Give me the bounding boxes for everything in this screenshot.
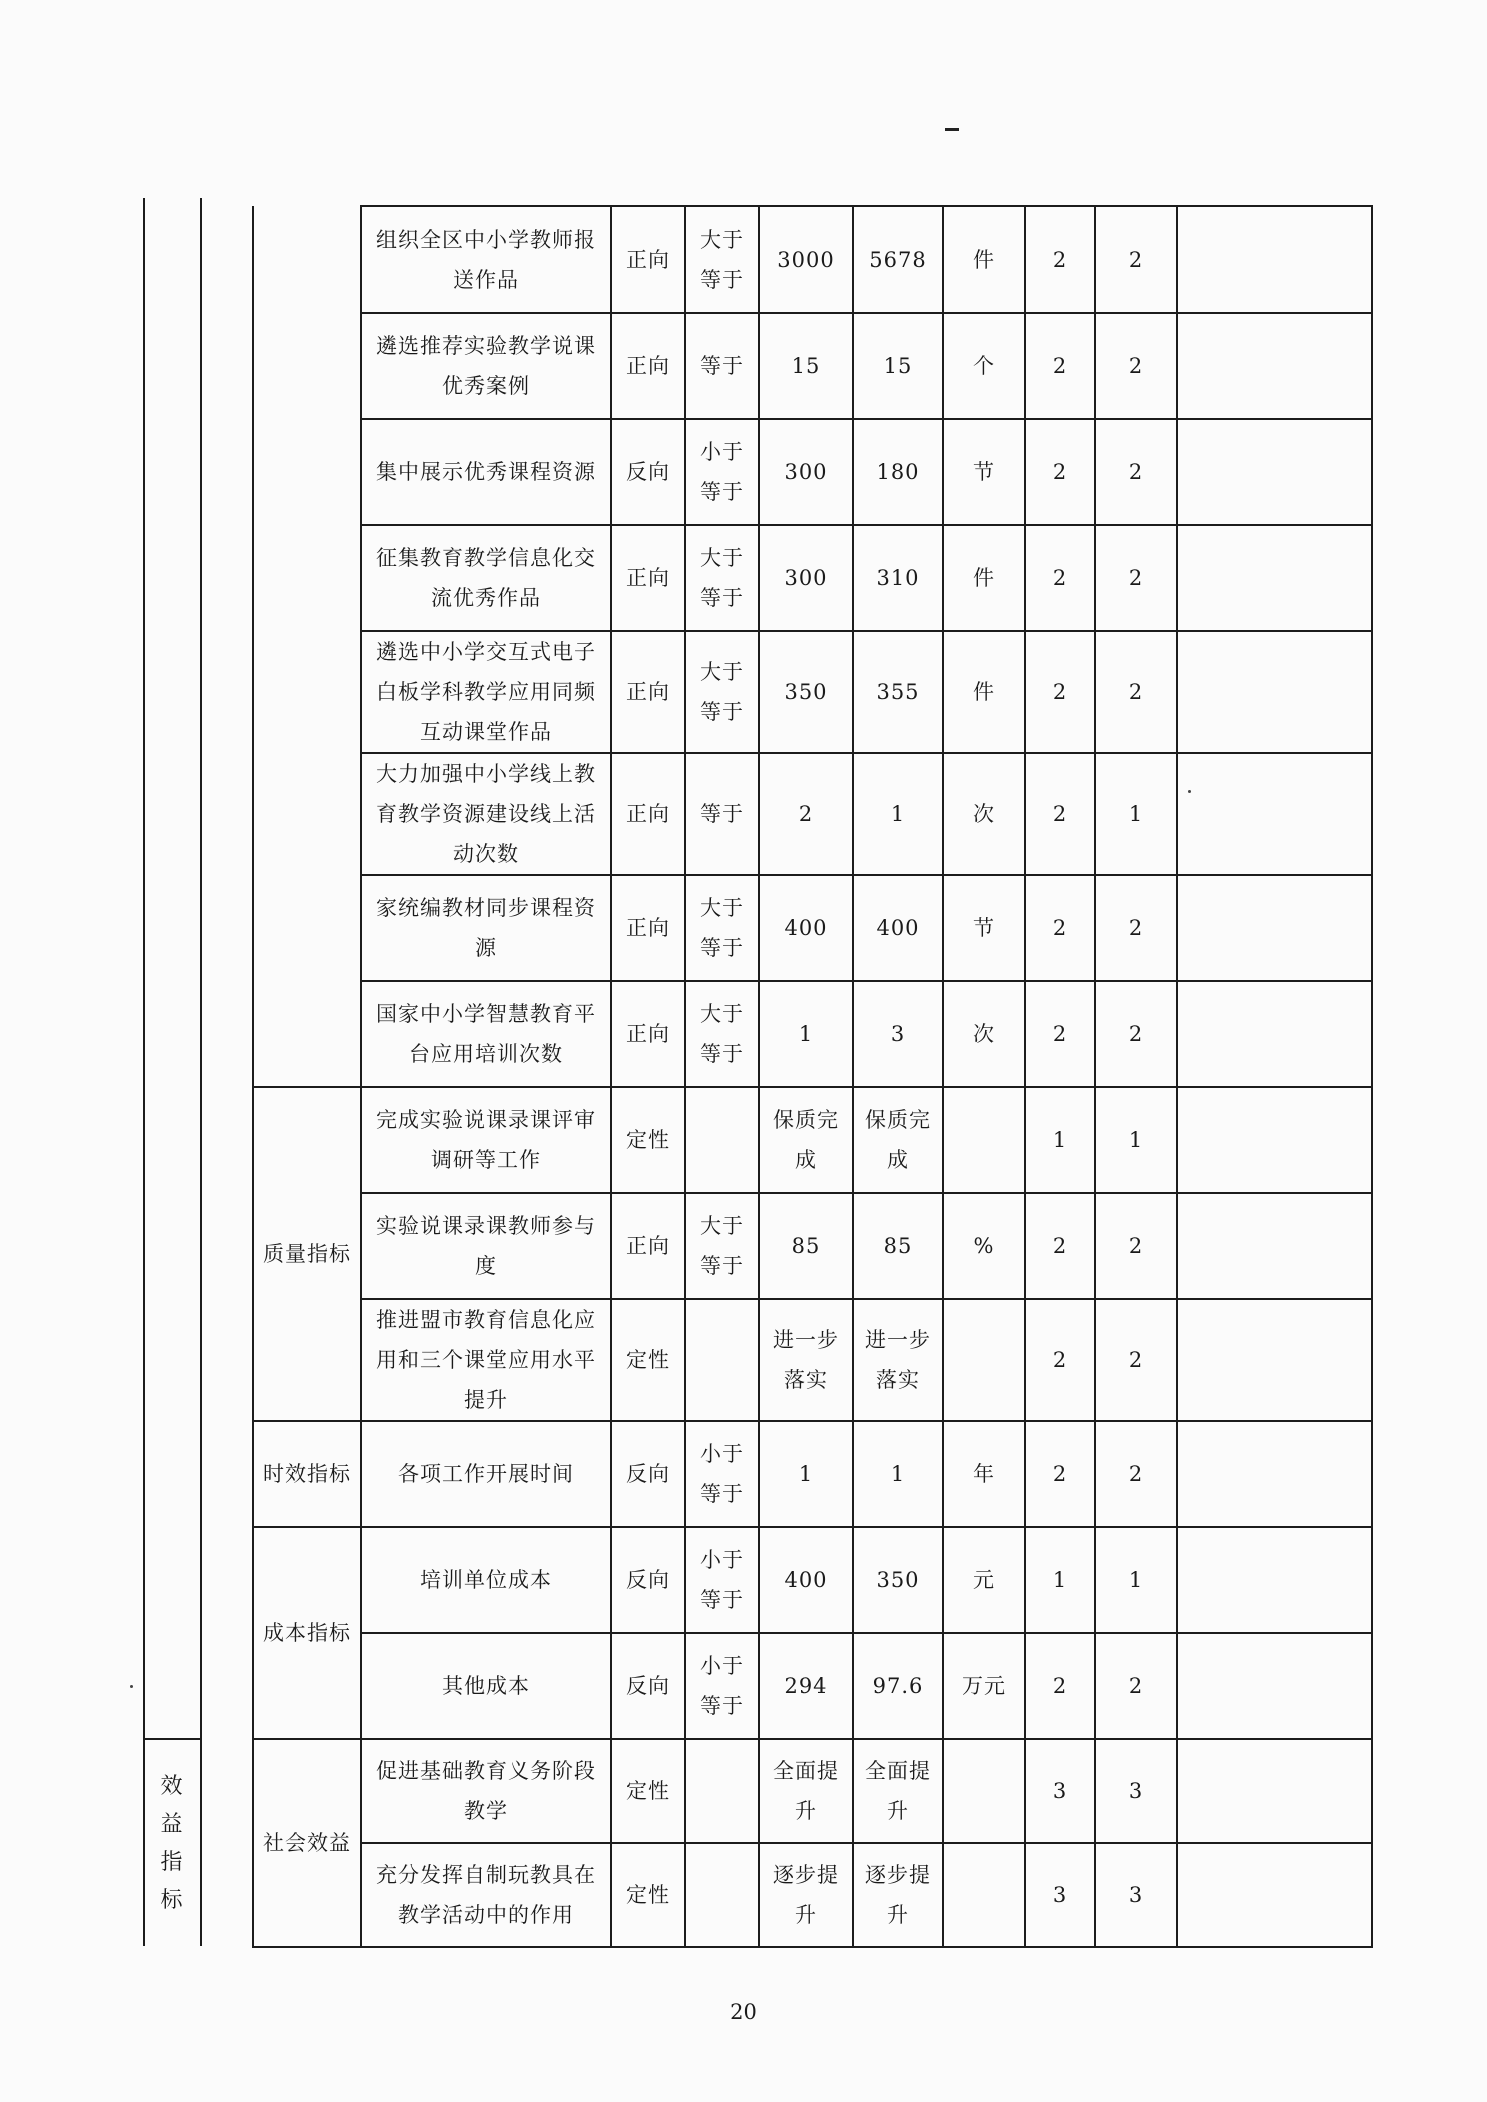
indicator-actual: 310 (853, 525, 943, 631)
indicator-target: 300 (759, 525, 853, 631)
first-level-column-rule (200, 198, 202, 1946)
indicator-target: 85 (759, 1193, 853, 1299)
indicator-name: 遴选推荐实验教学说课优秀案例 (361, 313, 611, 419)
indicator-compare: 大于等于 (685, 1193, 759, 1299)
indicator-score: 3 (1095, 1739, 1177, 1843)
indicator-name: 各项工作开展时间 (361, 1421, 611, 1527)
indicator-remark (1177, 1299, 1372, 1421)
indicator-direction: 反向 (611, 1421, 685, 1527)
indicator-score: 2 (1095, 1633, 1177, 1739)
quantity-category-cell (253, 206, 361, 1087)
indicator-weight: 1 (1025, 1527, 1095, 1633)
indicator-direction: 正向 (611, 631, 685, 753)
indicator-actual: 5678 (853, 206, 943, 313)
indicator-score: 1 (1095, 753, 1177, 875)
indicator-remark (1177, 981, 1372, 1087)
table-row (253, 1299, 1372, 1421)
indicator-target: 进一步落实 (759, 1299, 853, 1421)
table-row (253, 1421, 1372, 1527)
indicator-actual: 1 (853, 1421, 943, 1527)
indicator-target: 1 (759, 1421, 853, 1527)
indicator-target: 400 (759, 875, 853, 981)
indicator-remark (1177, 1421, 1372, 1527)
cost-category-cell: 成本指标 (253, 1527, 361, 1739)
indicator-direction: 定性 (611, 1087, 685, 1193)
indicator-remark (1177, 419, 1372, 525)
indicator-compare (685, 1843, 759, 1947)
indicator-actual: 全面提升 (853, 1739, 943, 1843)
quality-category-cell: 质量指标 (253, 1087, 361, 1421)
indicator-compare: 大于等于 (685, 631, 759, 753)
indicator-score: 2 (1095, 1193, 1177, 1299)
table-row (253, 1087, 1372, 1193)
indicator-name: 其他成本 (361, 1633, 611, 1739)
scan-speck (130, 1685, 133, 1688)
indicator-name: 国家中小学智慧教育平台应用培训次数 (361, 981, 611, 1087)
table-row (253, 525, 1372, 631)
timeliness-category-cell: 时效指标 (253, 1421, 361, 1527)
indicator-remark (1177, 875, 1372, 981)
indicator-unit (943, 1299, 1025, 1421)
page-number: 20 (730, 2000, 757, 2024)
indicator-unit: 节 (943, 875, 1025, 981)
indicator-direction: 定性 (611, 1843, 685, 1947)
indicator-remark (1177, 1633, 1372, 1739)
table-row (253, 875, 1372, 981)
indicator-target: 逐步提升 (759, 1843, 853, 1947)
indicator-direction: 反向 (611, 1633, 685, 1739)
table-row (253, 1193, 1372, 1299)
indicator-target: 294 (759, 1633, 853, 1739)
indicator-target: 15 (759, 313, 853, 419)
indicator-weight: 1 (1025, 1087, 1095, 1193)
indicator-remark (1177, 753, 1372, 875)
indicator-compare: 大于等于 (685, 206, 759, 313)
indicator-weight: 2 (1025, 1193, 1095, 1299)
indicator-remark (1177, 313, 1372, 419)
indicator-actual: 400 (853, 875, 943, 981)
indicator-remark (1177, 1193, 1372, 1299)
indicator-name: 完成实验说课录课评审调研等工作 (361, 1087, 611, 1193)
indicator-name: 培训单位成本 (361, 1527, 611, 1633)
indicator-actual: 350 (853, 1527, 943, 1633)
indicator-weight: 3 (1025, 1739, 1095, 1843)
indicator-actual: 3 (853, 981, 943, 1087)
indicator-unit: 次 (943, 753, 1025, 875)
indicator-direction: 正向 (611, 981, 685, 1087)
indicator-score: 2 (1095, 981, 1177, 1087)
indicator-compare: 等于 (685, 313, 759, 419)
indicator-target: 350 (759, 631, 853, 753)
indicator-score: 2 (1095, 1299, 1177, 1421)
indicator-direction: 正向 (611, 525, 685, 631)
indicator-actual: 85 (853, 1193, 943, 1299)
indicator-unit: 个 (943, 313, 1025, 419)
indicator-compare: 小于等于 (685, 1633, 759, 1739)
indicator-name: 征集教育教学信息化交流优秀作品 (361, 525, 611, 631)
outer-column-rule (143, 198, 145, 1946)
indicator-score: 1 (1095, 1527, 1177, 1633)
indicator-unit: % (943, 1193, 1025, 1299)
indicator-score: 1 (1095, 1087, 1177, 1193)
indicator-weight: 2 (1025, 1421, 1095, 1527)
indicator-remark (1177, 1527, 1372, 1633)
indicator-score: 2 (1095, 206, 1177, 313)
indicator-weight: 2 (1025, 1299, 1095, 1421)
table-row (253, 313, 1372, 419)
indicator-unit (943, 1739, 1025, 1843)
indicator-direction: 反向 (611, 1527, 685, 1633)
indicator-weight: 2 (1025, 753, 1095, 875)
indicator-direction: 反向 (611, 419, 685, 525)
indicator-compare: 大于等于 (685, 981, 759, 1087)
indicator-unit: 年 (943, 1421, 1025, 1527)
indicator-remark (1177, 631, 1372, 753)
table-row (253, 753, 1372, 875)
indicator-unit: 件 (943, 631, 1025, 753)
indicator-name: 促进基础教育义务阶段教学 (361, 1739, 611, 1843)
indicator-score: 2 (1095, 313, 1177, 419)
indicator-weight: 2 (1025, 313, 1095, 419)
indicator-actual: 1 (853, 753, 943, 875)
indicator-remark (1177, 206, 1372, 313)
performance-indicator-table (252, 205, 1373, 1948)
social-benefit-category-cell: 社会效益 (253, 1739, 361, 1947)
indicator-weight: 2 (1025, 1633, 1095, 1739)
indicator-unit: 件 (943, 206, 1025, 313)
indicator-target: 300 (759, 419, 853, 525)
indicator-score: 2 (1095, 525, 1177, 631)
indicator-compare (685, 1739, 759, 1843)
benefit-category-label: 效益指标 (160, 1774, 183, 1913)
indicator-weight: 2 (1025, 631, 1095, 753)
table-row (253, 419, 1372, 525)
table-row (253, 1843, 1372, 1947)
table-row (253, 206, 1372, 313)
indicator-weight: 3 (1025, 1843, 1095, 1947)
indicator-name: 大力加强中小学线上教育教学资源建设线上活动次数 (361, 753, 611, 875)
indicator-unit: 次 (943, 981, 1025, 1087)
indicator-target: 全面提升 (759, 1739, 853, 1843)
indicator-score: 2 (1095, 1421, 1177, 1527)
indicator-weight: 2 (1025, 206, 1095, 313)
indicator-target: 1 (759, 981, 853, 1087)
indicator-score: 3 (1095, 1843, 1177, 1947)
indicator-name: 家统编教材同步课程资源 (361, 875, 611, 981)
benefit-category-cell (143, 1738, 200, 1948)
table-row (253, 1739, 1372, 1843)
indicator-unit: 件 (943, 525, 1025, 631)
indicator-compare: 小于等于 (685, 1527, 759, 1633)
indicator-compare: 小于等于 (685, 1421, 759, 1527)
indicator-remark (1177, 525, 1372, 631)
indicator-direction: 正向 (611, 875, 685, 981)
indicator-unit: 元 (943, 1527, 1025, 1633)
indicator-compare: 小于等于 (685, 419, 759, 525)
indicator-name: 实验说课录课教师参与度 (361, 1193, 611, 1299)
indicator-compare (685, 1299, 759, 1421)
table-row (253, 631, 1372, 753)
indicator-weight: 2 (1025, 419, 1095, 525)
indicator-direction: 定性 (611, 1299, 685, 1421)
indicator-name: 组织全区中小学教师报送作品 (361, 206, 611, 313)
indicator-actual: 保质完成 (853, 1087, 943, 1193)
indicator-compare: 等于 (685, 753, 759, 875)
indicator-unit: 万元 (943, 1633, 1025, 1739)
indicator-compare: 大于等于 (685, 525, 759, 631)
indicator-direction: 正向 (611, 1193, 685, 1299)
indicator-score: 2 (1095, 419, 1177, 525)
indicator-target: 400 (759, 1527, 853, 1633)
indicator-direction: 正向 (611, 753, 685, 875)
table-row (253, 1527, 1372, 1633)
indicator-weight: 2 (1025, 875, 1095, 981)
indicator-remark (1177, 1087, 1372, 1193)
indicator-remark (1177, 1739, 1372, 1843)
indicator-score: 2 (1095, 631, 1177, 753)
table-row (253, 981, 1372, 1087)
indicator-unit (943, 1087, 1025, 1193)
indicator-name: 遴选中小学交互式电子白板学科教学应用同频互动课堂作品 (361, 631, 611, 753)
indicator-name: 充分发挥自制玩教具在教学活动中的作用 (361, 1843, 611, 1947)
indicator-actual: 进一步落实 (853, 1299, 943, 1421)
indicator-direction: 正向 (611, 206, 685, 313)
indicator-remark (1177, 1843, 1372, 1947)
indicator-actual: 180 (853, 419, 943, 525)
indicator-direction: 定性 (611, 1739, 685, 1843)
indicator-target: 2 (759, 753, 853, 875)
indicator-actual: 355 (853, 631, 943, 753)
indicator-weight: 2 (1025, 981, 1095, 1087)
indicator-actual: 15 (853, 313, 943, 419)
indicator-weight: 2 (1025, 525, 1095, 631)
indicator-target: 3000 (759, 206, 853, 313)
indicator-unit: 节 (943, 419, 1025, 525)
indicator-score: 2 (1095, 875, 1177, 981)
indicator-compare (685, 1087, 759, 1193)
indicator-unit (943, 1843, 1025, 1947)
indicator-target: 保质完成 (759, 1087, 853, 1193)
indicator-compare: 大于等于 (685, 875, 759, 981)
indicator-actual: 逐步提升 (853, 1843, 943, 1947)
indicator-name: 集中展示优秀课程资源 (361, 419, 611, 525)
indicator-actual: 97.6 (853, 1633, 943, 1739)
stray-mark (945, 128, 959, 131)
indicator-direction: 正向 (611, 313, 685, 419)
table-row (253, 1633, 1372, 1739)
indicator-name: 推进盟市教育信息化应用和三个课堂应用水平提升 (361, 1299, 611, 1421)
